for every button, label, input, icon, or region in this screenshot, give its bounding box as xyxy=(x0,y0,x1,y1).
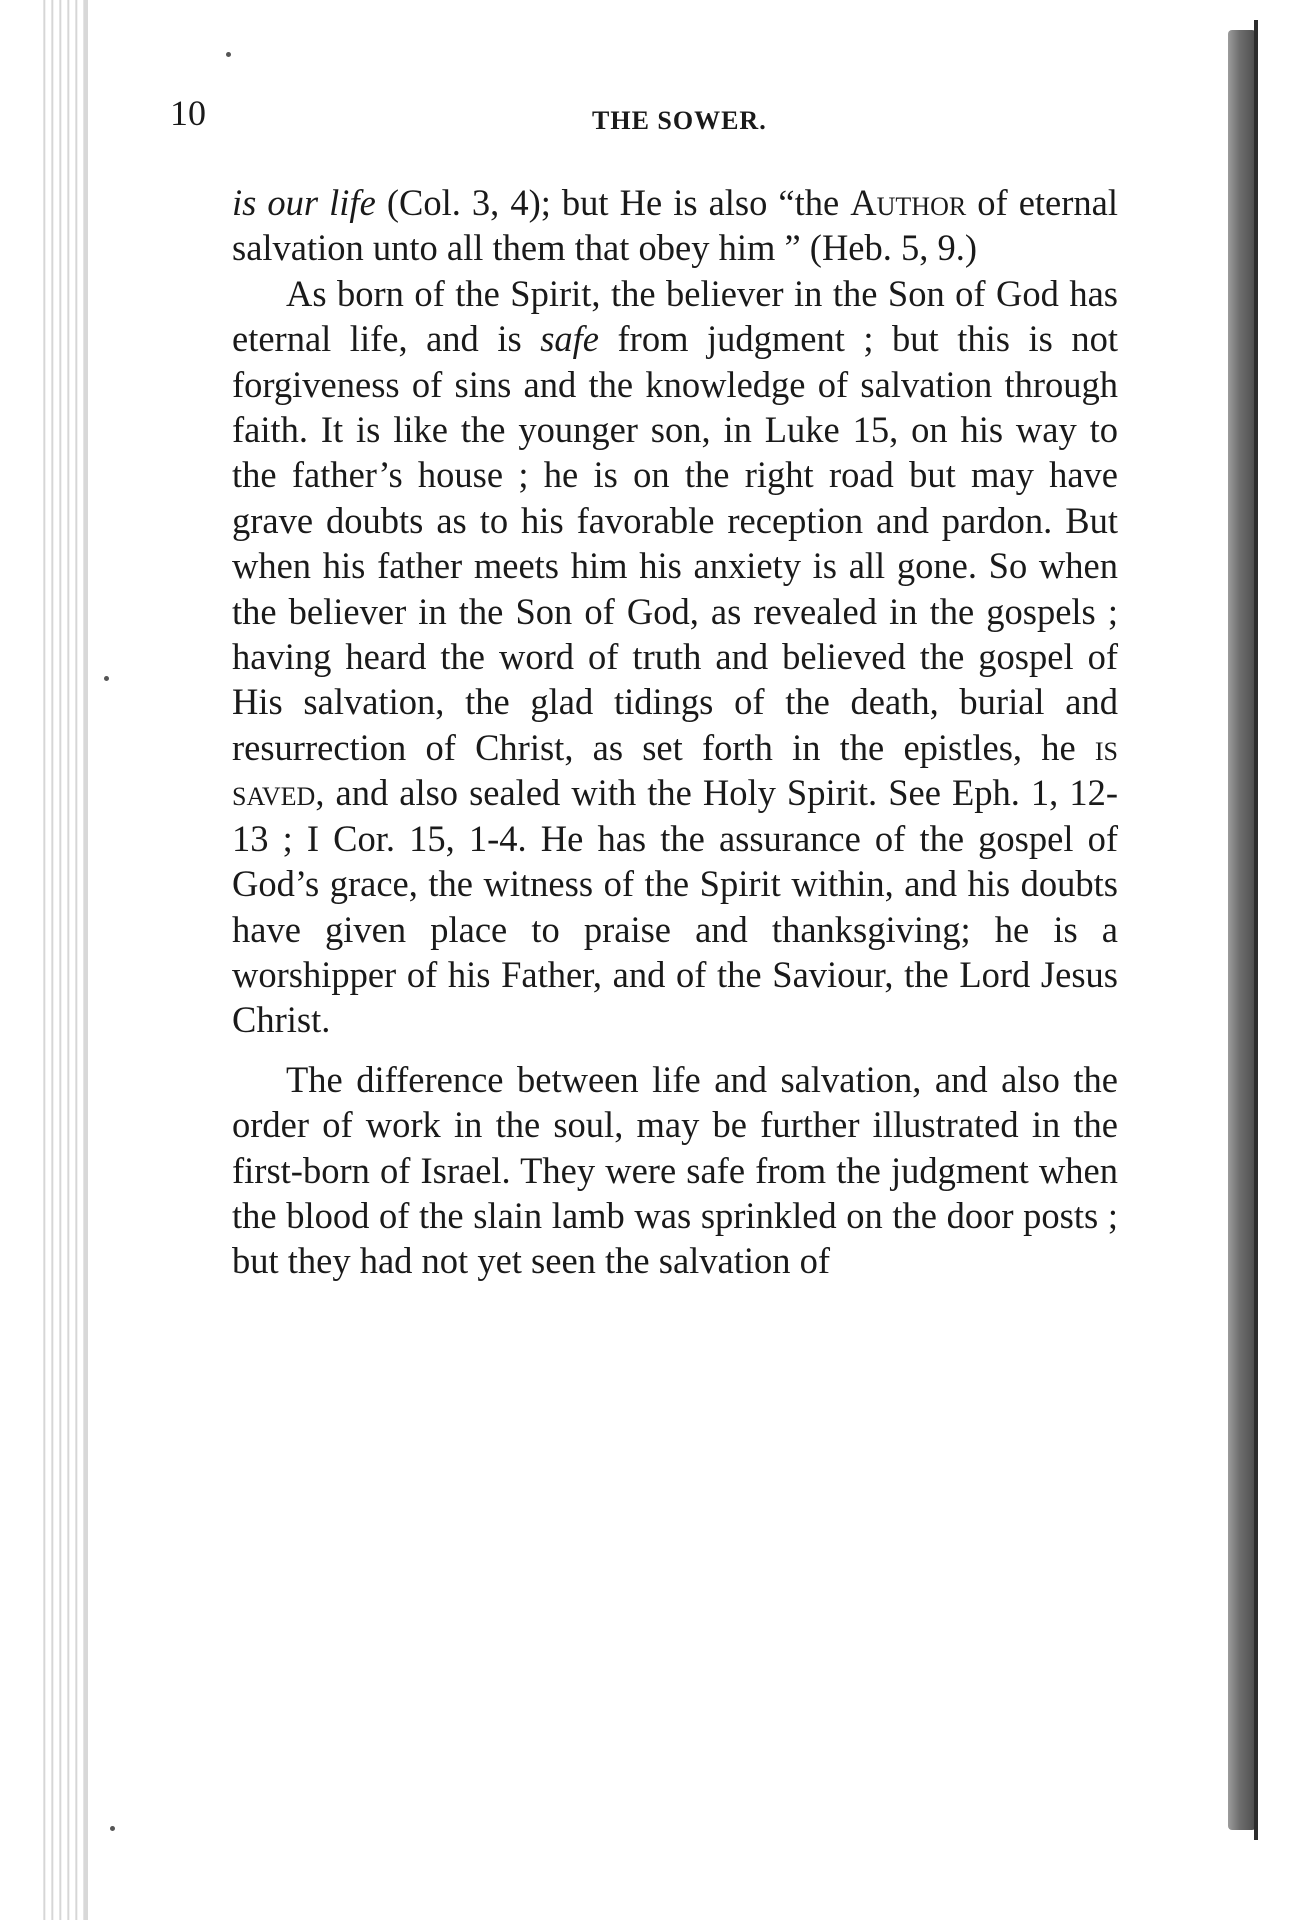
book-binding-strip xyxy=(1228,30,1256,1830)
dust-speck xyxy=(226,52,231,57)
text-run: from judgment ; but this is not forgiveness of sins and the knowledge of salvation through faith. It is like the younger son, in Luke 15, on his way to the father’s house ; he is on the right road but may have grave doubts as to his favorable reception and pardon. But when his father meets him his anxiety is all gone. So when the believer in the Son of God, as revealed in the gospels ; having heard the word of truth and believed the gospel of His salvation, the glad tidings of the death, burial and resurrection of Christ, as set forth in the epistles, he xyxy=(232,318,1118,768)
text-run: , and also sealed with the Holy Spirit. See Eph. 1, 12-13 ; I Cor. 15, 1-4. He has the assurance of the gospel of God’s grace, the witness of the Spirit within, and his doubts have given place to praise and thanksgiving; he is a worshipper of his Father, and of the Saviour, the Lord Jesus Christ. xyxy=(232,772,1118,1041)
text-run: As born of the Spirit, the believer in the Son of God has eternal life, and is xyxy=(232,272,1118,360)
body-text xyxy=(232,180,1118,1284)
paragraph-3 xyxy=(232,1057,1118,1284)
paragraph-gap xyxy=(232,1043,1118,1057)
running-head xyxy=(170,92,1130,152)
text-run: The difference between life and salvation, and also the order of work in the soul, may be further illustrated in the first-born of Israel. They were safe from the judgment when the blood of the slain lamb was sprinkled on the door posts ; but they had not yet seen the salvation of xyxy=(232,1058,1118,1282)
dust-speck xyxy=(104,676,109,681)
paragraph-1 xyxy=(232,180,1118,271)
paragraph-2 xyxy=(232,271,1118,1043)
stacked-page-edges xyxy=(38,0,88,1920)
text-run: (Col. 3, 4); but He is also “the xyxy=(375,182,851,223)
text-run: is our life xyxy=(232,182,376,223)
page-number: 10 xyxy=(170,93,206,133)
dust-speck xyxy=(110,1826,115,1831)
text-run: of eternal salvation unto all them that obey him ” (Heb. 5, 9.) xyxy=(232,182,1118,269)
text-run-italic: safe xyxy=(540,318,599,360)
text-run-smallcaps: Author xyxy=(850,182,967,223)
running-title: THE SOWER. xyxy=(592,106,767,135)
book-binding-edge xyxy=(1254,20,1258,1840)
text-run-smallcaps: is saved xyxy=(232,726,1118,814)
